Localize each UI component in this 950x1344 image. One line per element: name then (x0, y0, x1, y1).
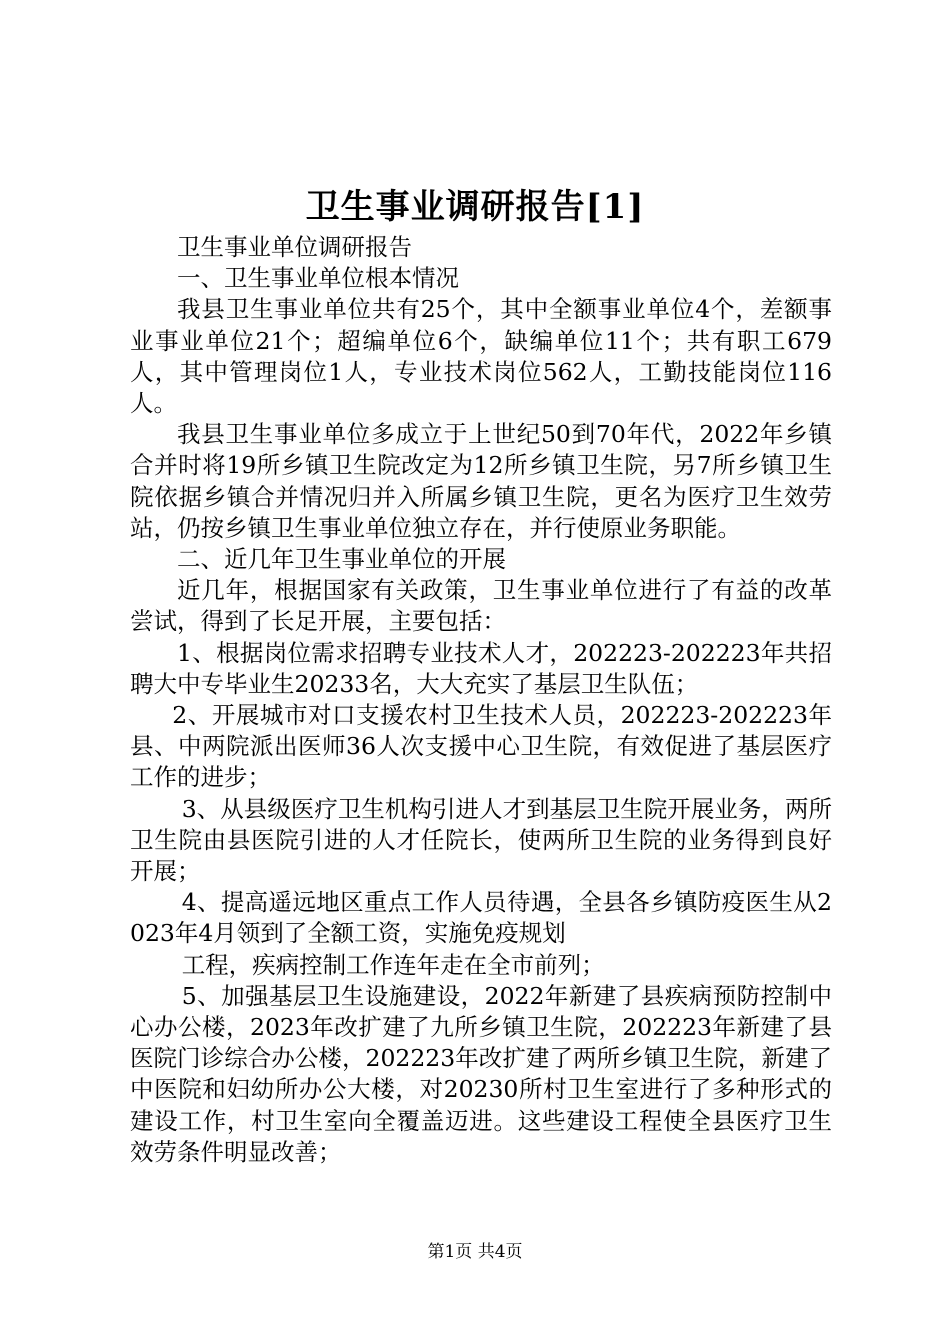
paragraph-section-one-heading: 一、卫生事业单位根本情况 (177, 264, 459, 293)
document-title: 卫生事业调研报告[1] (305, 187, 645, 227)
paragraph-report-heading: 卫生事业单位调研报告 (177, 233, 412, 261)
paragraph-item-4-continued: 工程，疾病控制工作连年走在全市前列； (181, 950, 605, 979)
paragraph-item-4: 4、提高遥远地区重点工作人员待遇，全县各乡镇防疫医生从2023年4月领到了全额工资，实施免疫规划 (130, 888, 832, 948)
paragraph-item-3: 3、从县级医疗卫生机构引进人才到基层卫生院开展业务，两所卫生院由县医院引进的人才任院长，使两所卫生院的业务得到良好开展； (130, 794, 832, 886)
paragraph-item-1: 1、根据岗位需求招聘专业技术人才，202223-202223年共招聘大中专毕业生20233名，大大充实了基层卫生队伍； (130, 638, 832, 698)
document-body (130, 232, 832, 1168)
paragraph-section-two-heading: 二、近几年卫生事业单位的开展 (177, 545, 506, 574)
paragraph-unit-counts: 我县卫生事业单位共有25个，其中全额事业单位4个，差额事业事业单位21个；超编单位6个，缺编单位11个；共有职工679人，其中管理岗位1人，专业技术岗位562人，工勤技能岗位116人。 (130, 295, 832, 418)
paragraph-item-5: 5、加强基层卫生设施建设，2022年新建了县疾病预防控制中心办公楼，2023年改扩建了九所乡镇卫生院，202223年新建了县医院门诊综合办公楼，202223年改扩建了两所乡镇卫生院，新建了中医院和妇幼所办公大楼，对20230所村卫生室进行了多种形式的建设工作，村卫生室向全覆盖迈进。这些建设工程使全县医疗卫生效劳条件明显改善； (130, 981, 832, 1166)
paragraph-item-2: 2、开展城市对口支援农村卫生技术人员，202223-202223年县、中两院派出医师36人次支援中心卫生院，有效促进了基层医疗工作的进步； (130, 701, 832, 792)
paragraph-development-intro: 近几年，根据国家有关政策，卫生事业单位进行了有益的改革尝试，得到了长足开展，主要包括： (130, 576, 832, 636)
page-number-footer: 第1页 共4页 (427, 1242, 523, 1262)
paragraph-unit-history: 我县卫生事业单位多成立于上世纪50到70年代，2022年乡镇合并时将19所乡镇卫生院改定为12所乡镇卫生院，另7所乡镇卫生院依据乡镇合并情况归并入所属乡镇卫生院，更名为医疗卫生效劳站，仍按乡镇卫生事业单位独立存在，并行使原业务职能。 (130, 420, 832, 542)
